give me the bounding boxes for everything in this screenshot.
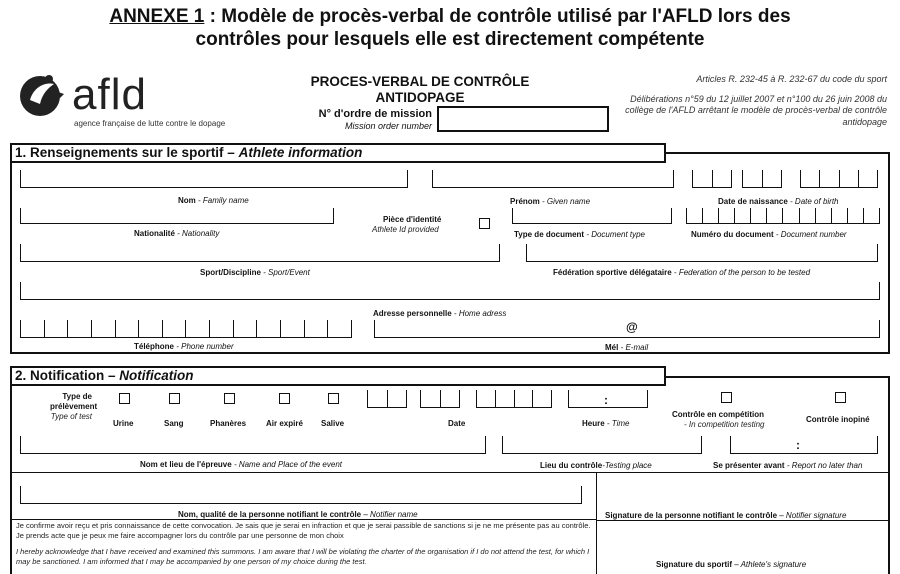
id-provided-checkbox[interactable] [479, 218, 490, 229]
annex-title-line2: contrôles pour lesquels elle est directement compétente [195, 29, 705, 50]
blood-label: Sang [164, 419, 184, 428]
legal-deliberations: Délibérations n°59 du 12 juillet 2007 et n°100 du 26 juin 2008 du collège de l'AFLD arrêtant le modèle de procès-verbal de contrôle antidopage [625, 93, 887, 127]
blood-checkbox[interactable] [169, 393, 180, 404]
time-label: Heure - Time [582, 419, 630, 428]
federation-field[interactable] [526, 244, 878, 262]
hair-label: Phanères [210, 419, 247, 428]
urine-checkbox[interactable] [119, 393, 130, 404]
section2-title-en: Notification [119, 368, 194, 383]
date-day-field[interactable] [367, 390, 407, 408]
signature-area [596, 472, 890, 574]
section2-title [10, 366, 666, 386]
in-competition-checkbox[interactable] [721, 392, 732, 403]
family-name-label: Nom - Family name [178, 196, 249, 205]
nationality-field[interactable] [20, 208, 334, 224]
notifier-divider [10, 519, 596, 520]
breath-checkbox[interactable] [279, 393, 290, 404]
event-name-place-label: Nom et lieu de l'épreuve - Name and Place of the event [140, 460, 343, 469]
acknowledgement-text-fr: Je confirme avoir reçu et pris connaissance de cette convocation. Je sais que je serai en infraction et que je serai passible de sanctions si je ne me présente pas au contrôle. Je prends acte que je peux me faire accompagner lors du contrôle par une personne de mon choix [16, 521, 591, 540]
section1-title-fr: 1. Renseignements sur le sportif – [15, 145, 239, 160]
notifier-signature-label: Signature de la personne notifiant le contrôle – Notifier signature [605, 511, 847, 520]
logo-subtitle: agence française de lutte contre le dopage [74, 119, 226, 128]
document-type-label: Type de document - Document type [514, 230, 646, 239]
dob-label: Date de naissance - Date of birth [718, 197, 839, 206]
annex-prefix: ANNEXE 1 [109, 6, 205, 27]
dob-day-field[interactable] [692, 170, 732, 188]
notifier-name-label: Nom, qualité de la personne notifiant le contrôle – Notifier name [178, 510, 418, 519]
annex-title-text: : Modèle de procès-verbal de contrôle utilisé par l'AFLD lors des [204, 6, 791, 27]
report-time-label: Se présenter avant - Report no later than [713, 461, 863, 470]
date-label: Date [448, 419, 466, 428]
mission-label [300, 108, 432, 132]
sport-discipline-label: Sport/Discipline - Sport/Event [200, 268, 310, 277]
id-document-label: Pièce d'identité [383, 215, 442, 224]
mission-label-fr: N° d'ordre de mission [318, 108, 432, 120]
athlete-signature-label: Signature du sportif – Athlete's signature [656, 560, 807, 569]
sample-type-label: Type de prélèvement [50, 392, 98, 411]
notifier-name-field[interactable] [20, 486, 582, 504]
home-address-field[interactable] [20, 282, 880, 300]
legal-articles: Articles R. 232-45 à R. 232-67 du code du sport [696, 74, 887, 84]
time-separator: : [604, 393, 608, 407]
title-line1: PROCES-VERBAL DE CONTRÔLE [310, 74, 530, 89]
email-label: Mél - E-mail [605, 343, 649, 352]
document-title [300, 74, 540, 106]
sample-type-label-en: Type of test [50, 412, 92, 421]
mission-number-field[interactable] [437, 106, 609, 132]
document-number-field[interactable] [686, 208, 880, 224]
hair-checkbox[interactable] [224, 393, 235, 404]
in-competition-label: Contrôle en compétition [672, 410, 764, 419]
date-month-field[interactable] [420, 390, 460, 408]
email-at-sign: @ [626, 320, 638, 334]
urine-label: Urine [113, 419, 134, 428]
phone-label: Téléphone - Phone number [134, 342, 234, 351]
document-type-field[interactable] [512, 208, 672, 224]
report-time-separator: : [796, 438, 800, 452]
event-name-place-field[interactable] [20, 436, 486, 454]
sport-discipline-field[interactable] [20, 244, 500, 262]
section1-title-en: Athlete information [238, 145, 363, 160]
out-of-competition-checkbox[interactable] [835, 392, 846, 403]
date-year-field[interactable] [476, 390, 552, 408]
signature-divider [596, 520, 890, 521]
logo-wordmark: afld [72, 70, 147, 119]
report-time-field[interactable] [730, 436, 878, 454]
given-name-field[interactable] [432, 170, 674, 188]
annex-title-line1 [0, 6, 900, 28]
breath-label: Air expiré [266, 419, 303, 428]
given-name-label: Prénom - Given name [510, 197, 591, 206]
afld-logo-icon [16, 70, 70, 122]
federation-label: Fédération sportive délégataire - Federation of the person to be tested [553, 268, 811, 277]
time-field[interactable] [568, 390, 648, 408]
document-number-label: Numéro du document - Document number [691, 230, 847, 239]
section1-title [10, 143, 666, 163]
phone-number-field[interactable] [20, 320, 352, 338]
acknowledgement-text-en: I hereby acknowledge that I have received and examined this summons. I am aware that I will be violating the charter of the organisation if I do not attend the test, for which I may be sanctioned. I am informed that I may be accompanied by one person of my choice during the test. [16, 547, 590, 566]
title-line2: ANTIDOPAGE [375, 90, 465, 105]
section2-title-fr: 2. Notification – [15, 368, 120, 383]
saliva-label: Salive [321, 419, 345, 428]
saliva-checkbox[interactable] [328, 393, 339, 404]
nationality-label: Nationalité - Nationality [134, 229, 220, 238]
mission-label-en: Mission order number [344, 121, 432, 131]
family-name-field[interactable] [20, 170, 408, 188]
testing-place-field[interactable] [502, 436, 702, 454]
in-competition-label-en: - In competition testing [684, 420, 765, 429]
out-of-competition-label: Contrôle inopiné [806, 415, 870, 424]
id-document-label-en: Athlete Id provided [372, 225, 439, 234]
home-address-label: Adresse personnelle - Home adress [373, 309, 507, 318]
testing-place-label: Lieu du contrôle-Testing place [540, 461, 652, 470]
dob-month-field[interactable] [742, 170, 782, 188]
dob-year-field[interactable] [800, 170, 878, 188]
legal-references [615, 74, 887, 128]
